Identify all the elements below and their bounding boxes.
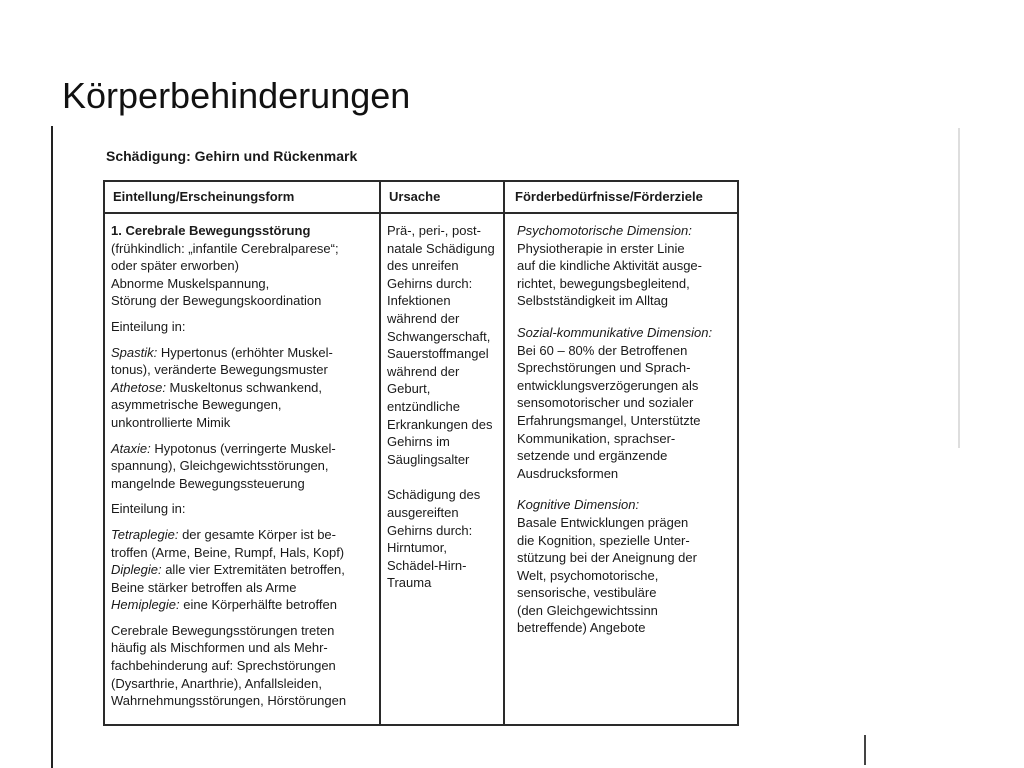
ursache-line: Infektionen — [387, 293, 451, 309]
ursache-line: Geburt, — [387, 381, 431, 397]
closing-line: Wahrnehmungsstörungen, Hörstörungen — [111, 693, 347, 709]
ursache-line: Säuglingsalter — [387, 451, 470, 467]
athetose-term: Athetose: — [111, 379, 166, 395]
ursache-line: Schwangerschaft, — [387, 328, 491, 344]
spastik-term: Spastik: — [111, 344, 158, 360]
soz-line: sensomotorischer und sozialer — [517, 395, 694, 411]
soz-line: Erfahrungsmangel, Unterstützte — [517, 412, 701, 428]
ursache-line: Sauerstoffmangel — [387, 346, 489, 362]
diplegie-term: Diplegie: — [111, 562, 162, 578]
ataxie-term: Ataxie: — [111, 440, 151, 456]
diplegie-line — [111, 561, 377, 579]
ataxie-line: mangelnde Bewegungssteuerung — [111, 475, 305, 491]
tetraplegie-term: Tetraplegie: — [111, 526, 179, 542]
intro-line: Störung der Bewegungskoordination — [111, 293, 322, 309]
section-heading: Schädigung: Gehirn und Rückenmark — [106, 148, 358, 164]
diplegie-text: alle vier Extremitäten betroffen, — [161, 562, 345, 578]
kog-line: die Kognition, spezielle Unter- — [517, 532, 690, 548]
closing-line: fachbehinderung auf: Sprechstörungen — [111, 658, 336, 674]
spastik-line: tonus), veränderte Bewegungsmuster — [111, 362, 328, 378]
ursache-line: Erkrankungen des — [387, 416, 493, 432]
tetraplegie-line: troffen (Arme, Beine, Rumpf, Hals, Kopf) — [111, 544, 345, 560]
ursache-line: Hirntumor, — [387, 540, 447, 556]
kog-line: betreffende) Angebote — [517, 620, 646, 636]
psy-line: Selbstständigkeit im Alltag — [517, 293, 669, 309]
ursache-line: Gehirns im — [387, 434, 450, 450]
kognitive-title: Kognitive Dimension: — [517, 497, 640, 513]
psy-line: richtet, bewegungsbegleitend, — [517, 275, 690, 291]
column-separator-1 — [379, 182, 381, 724]
psy-line: Physiotherapie in erster Linie — [517, 240, 685, 256]
closing-line: Cerebrale Bewegungsstörungen treten — [111, 622, 335, 638]
cell-foerderziele — [517, 222, 737, 637]
ursache-line: Schädel-Hirn- — [387, 557, 467, 573]
ataxie-text: Hypotonus (verringerte Muskel- — [150, 440, 336, 456]
ursache-line: Schädigung des — [387, 487, 481, 503]
psychomotorische-title: Psychomotorische Dimension: — [517, 223, 692, 238]
header-ursache: Ursache — [389, 189, 441, 204]
ursache-line: Trauma — [387, 575, 432, 591]
scan-artifact-right — [958, 128, 960, 448]
ursache-line: entzündliche — [387, 398, 460, 414]
kog-line: Welt, psychomotorische, — [517, 567, 659, 583]
ursache-line: Prä-, peri-, post- — [387, 223, 481, 238]
soz-line: entwicklungsverzögerungen als — [517, 377, 699, 393]
spastik-text: Hypertonus (erhöhter Muskel- — [157, 344, 333, 360]
closing-line: (Dysarthrie, Anarthrie), Anfallsleiden, — [111, 675, 322, 691]
hemiplegie-term: Hemiplegie: — [111, 597, 180, 613]
document-table — [103, 180, 739, 726]
ursache-line: Gehirns durch: — [387, 275, 473, 291]
tetraplegie-text: der gesamte Körper ist be- — [178, 526, 336, 542]
diplegie-line: Beine stärker betroffen als Arme — [111, 579, 297, 595]
cerebral-title: 1. Cerebrale Bewegungsstörung — [111, 223, 311, 238]
soz-line: Sprechstörungen und Sprach- — [517, 360, 691, 376]
athetose-line: asymmetrische Bewegungen, — [111, 397, 282, 413]
einteilung-label: Einteilung in: — [111, 501, 186, 517]
kog-line: Basale Entwicklungen prägen — [517, 514, 689, 530]
soz-line: Bei 60 – 80% der Betroffenen — [517, 342, 688, 358]
sozial-title: Sozial-kommunikative Dimension: — [517, 324, 713, 340]
header-foerderziele: Förderbedürfnisse/Förderziele — [515, 189, 703, 204]
ataxie-line: spannung), Gleichgewichtsstörungen, — [111, 458, 329, 474]
closing-line: häufig als Mischformen und als Mehr- — [111, 640, 328, 656]
soz-line: Kommunikation, sprachser- — [517, 430, 676, 446]
athetose-line — [111, 379, 377, 397]
ursache-line: ausgereiften — [387, 504, 459, 520]
slide-title: Körperbehinderungen — [62, 75, 411, 116]
ataxie-line — [111, 440, 377, 458]
cell-ursache — [387, 222, 515, 592]
athetose-text: Muskeltonus schwankend, — [165, 379, 323, 395]
hemiplegie-line — [111, 596, 377, 614]
tetraplegie-line — [111, 526, 377, 544]
intro-line: Abnorme Muskelspannung, — [111, 275, 270, 291]
header-einteilung: Eintellung/Erscheinungsform — [113, 189, 295, 204]
athetose-line: unkontrollierte Mimik — [111, 414, 231, 430]
ursache-line: während der — [387, 363, 460, 379]
header-separator — [105, 212, 737, 214]
intro-line: (frühkindlich: „infantile Cerebralparese“; — [111, 240, 339, 256]
hemiplegie-text: eine Körperhälfte betroffen — [179, 597, 337, 613]
soz-line: setzende und ergänzende — [517, 448, 668, 464]
einteilung-label: Einteilung in: — [111, 318, 186, 334]
spastik-line — [111, 344, 377, 362]
ursache-line: während der — [387, 310, 460, 326]
intro-line: oder später erworben) — [111, 258, 239, 274]
soz-line: Ausdrucksformen — [517, 465, 619, 481]
ursache-line: des unreifen — [387, 258, 459, 274]
ursache-line: Gehirns durch: — [387, 522, 473, 538]
scan-artifact-right-lower — [864, 735, 866, 765]
kog-line: stützung bei der Aneignung der — [517, 550, 697, 566]
psy-line: auf die kindliche Aktivität ausge- — [517, 258, 702, 274]
kog-line: sensorische, vestibuläre — [517, 585, 657, 601]
ursache-line: natale Schädigung — [387, 240, 495, 256]
scan-border-left — [51, 126, 53, 768]
cell-einteilung — [111, 222, 377, 710]
kog-line: (den Gleichgewichtssinn — [517, 602, 658, 618]
